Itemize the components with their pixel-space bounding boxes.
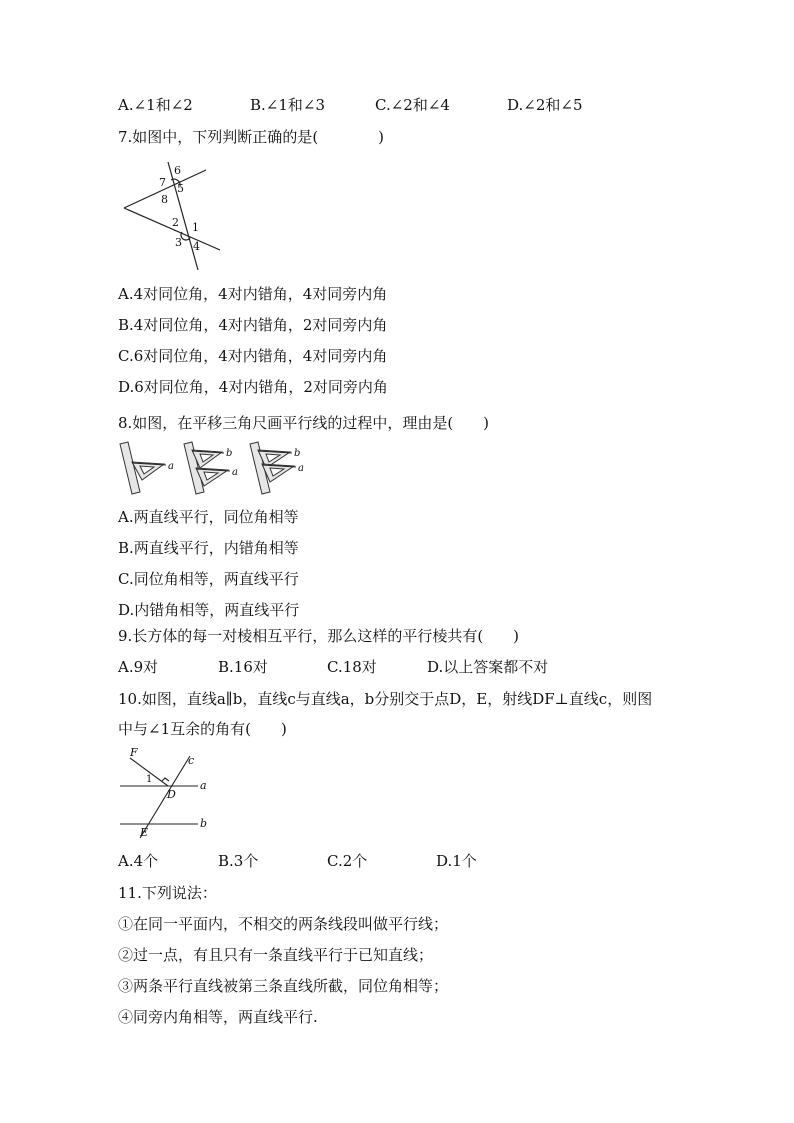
q6-option-b: B.∠1和∠3 <box>250 96 326 114</box>
q10-stem-line1: 10.如图，直线a∥b，直线c与直线a，b分别交于点D，E，射线DF⊥直线c，则图 <box>118 690 653 708</box>
q10-label-angle-1: 1 <box>146 774 153 785</box>
q8-label-a-2: a <box>232 467 238 478</box>
q10-stem-line2: 中与∠1互余的角有( ) <box>118 720 287 738</box>
q9-option-b: B.16对 <box>218 658 268 676</box>
q6-option-a: A.∠1和∠2 <box>118 96 193 114</box>
q10-option-d: D.1个 <box>436 852 477 870</box>
q10-option-b: B.3个 <box>218 852 259 870</box>
q10-figure <box>118 746 218 841</box>
q7-label-2: 2 <box>172 216 179 229</box>
q10-right-angle-mark <box>162 778 169 781</box>
q8-label-b-2: b <box>226 448 233 459</box>
q9-option-a: A.9对 <box>118 658 159 676</box>
q10-label-e: E <box>140 826 149 839</box>
q11-statement-4: ④同旁内角相等，两直线平行. <box>118 1008 318 1026</box>
q11-stem: 11.下列说法： <box>118 884 217 902</box>
q10-label-b: b <box>200 817 208 830</box>
q7-option-a: A.4对同位角，4对内错角，4对同旁内角 <box>118 285 388 303</box>
q8-stem: 8.如图，在平移三角尺画平行线的过程中，理由是( ) <box>118 414 490 432</box>
q7-label-6: 6 <box>174 164 181 177</box>
q8-option-c: C.同位角相等，两直线平行 <box>118 570 299 588</box>
q7-label-5: 5 <box>177 182 184 195</box>
q10-option-a: A.4个 <box>118 852 159 870</box>
q8-figure <box>118 440 313 496</box>
q7-label-7: 7 <box>159 176 166 189</box>
q10-label-c: c <box>188 754 195 767</box>
q6-option-d: D.∠2和∠5 <box>507 96 583 114</box>
q10-label-f: F <box>130 746 138 759</box>
q7-option-c: C.6对同位角，4对内错角，4对同旁内角 <box>118 347 388 365</box>
q10-option-c: C.2个 <box>327 852 368 870</box>
q8-label-a-1: a <box>168 461 174 472</box>
q8-label-b-3: b <box>294 448 301 459</box>
q7-label-8: 8 <box>161 193 168 206</box>
q8-label-a-3: a <box>298 463 304 474</box>
q9-option-d: D.以上答案都不对 <box>427 658 549 676</box>
q7-option-b: B.4对同位角，4对内错角，2对同旁内角 <box>118 316 388 334</box>
q7-figure-line-lower <box>124 208 220 250</box>
q7-label-4: 4 <box>193 240 200 253</box>
q9-stem: 9.长方体的每一对棱相互平行，那么这样的平行棱共有( ) <box>118 627 520 645</box>
q7-figure <box>118 160 228 275</box>
q11-statement-3: ③两条平行直线被第三条直线所截，同位角相等； <box>118 977 449 995</box>
q7-option-d: D.6对同位角，4对内错角，2对同旁内角 <box>118 378 388 396</box>
q7-label-1: 1 <box>192 221 199 234</box>
q7-label-3: 3 <box>175 236 182 249</box>
q6-option-c: C.∠2和∠4 <box>375 96 450 114</box>
q8-option-d: D.内错角相等，两直线平行 <box>118 601 300 619</box>
q7-stem: 7.如图中，下列判断正确的是( ) <box>118 128 385 146</box>
q10-label-a: a <box>200 779 207 792</box>
q10-label-d: D <box>167 788 176 801</box>
q9-option-c: C.18对 <box>327 658 377 676</box>
q11-statement-2: ②过一点，有且只有一条直线平行于已知直线； <box>118 946 434 964</box>
q8-option-a: A.两直线平行，同位角相等 <box>118 508 299 526</box>
q11-statement-1: ①在同一平面内，不相交的两条线段叫做平行线； <box>118 915 449 933</box>
q8-option-b: B.两直线平行，内错角相等 <box>118 539 299 557</box>
